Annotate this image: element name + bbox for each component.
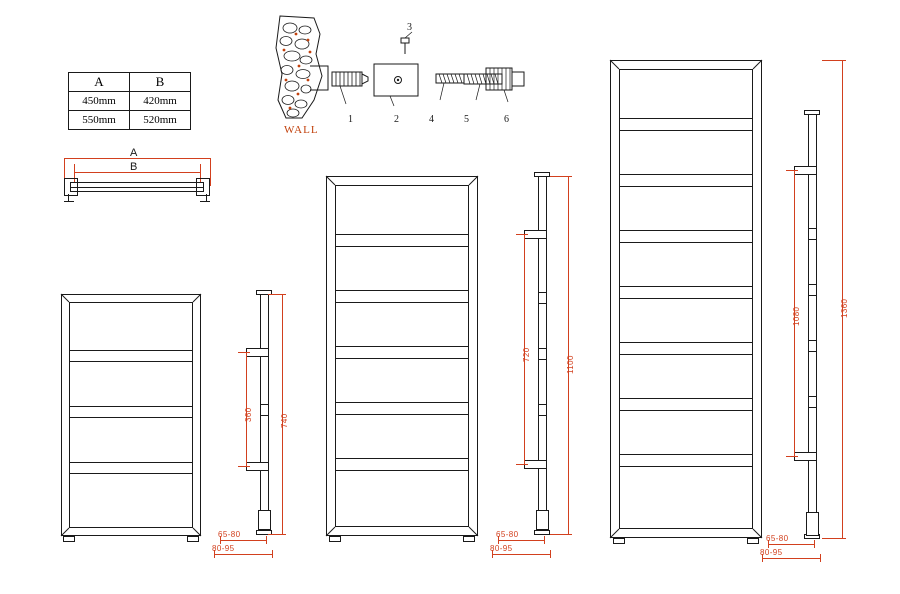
rung-connector bbox=[808, 396, 817, 408]
rung-connector bbox=[538, 404, 547, 416]
part-number: 6 bbox=[504, 114, 509, 125]
rail-rung bbox=[619, 118, 753, 131]
rung-connector bbox=[808, 228, 817, 240]
rail-rung bbox=[619, 398, 753, 411]
plan-foot-right bbox=[200, 201, 210, 202]
plan-end-left bbox=[64, 178, 78, 196]
plan-center-line bbox=[70, 187, 204, 188]
dim-1360-tick-bot bbox=[822, 538, 846, 539]
dim-360-tick-bot bbox=[238, 466, 250, 467]
side-top-cap bbox=[534, 172, 550, 177]
rail-rung bbox=[619, 342, 753, 355]
fixings-view bbox=[272, 14, 542, 144]
rail-rung bbox=[69, 350, 193, 362]
rail-rung bbox=[335, 346, 469, 359]
rung-connector bbox=[538, 292, 547, 304]
dim-740-tick-top bbox=[268, 294, 286, 295]
rung-connector bbox=[538, 348, 547, 360]
dim-a-label: A bbox=[130, 147, 138, 159]
rail-foot bbox=[613, 538, 625, 544]
dim-740-label: 740 bbox=[280, 413, 289, 428]
size-table bbox=[68, 72, 191, 130]
dim-720-label: 720 bbox=[522, 347, 531, 362]
plan-end-right bbox=[196, 178, 210, 196]
table-cell: 450mm bbox=[69, 92, 130, 111]
dim-8095-label: 80-95 bbox=[212, 544, 235, 553]
dim-8095-line bbox=[492, 554, 550, 555]
dim-1080-label: 1080 bbox=[792, 306, 801, 326]
dim-6580-label: 65-80 bbox=[218, 530, 241, 539]
rail-rung bbox=[335, 458, 469, 471]
dim-8095-line bbox=[762, 558, 820, 559]
wall-label: WALL bbox=[284, 124, 319, 136]
dim-a-ext-right bbox=[210, 158, 211, 186]
mid-side-view bbox=[490, 172, 606, 562]
rail-foot bbox=[63, 536, 75, 542]
dim-720-tick-bot bbox=[516, 464, 528, 465]
table-cell: 550mm bbox=[69, 111, 130, 130]
dim-6580-label: 65-80 bbox=[496, 530, 519, 539]
plan-foot-left bbox=[64, 201, 74, 202]
rung-connector bbox=[808, 340, 817, 352]
rail-foot bbox=[463, 536, 475, 542]
rail-rung bbox=[619, 454, 753, 467]
bottom-block bbox=[536, 510, 549, 530]
dim-6580-line bbox=[498, 540, 544, 541]
table-row bbox=[69, 111, 191, 130]
bottom-block bbox=[258, 510, 271, 530]
dim-1100-tick-top bbox=[550, 176, 572, 177]
side-top-cap bbox=[804, 110, 820, 115]
table-header-a: A bbox=[69, 73, 130, 92]
dim-1100-label: 1100 bbox=[566, 355, 575, 374]
rail-foot bbox=[329, 536, 341, 542]
tall-side-view bbox=[760, 56, 886, 566]
small-side-view bbox=[212, 290, 318, 560]
rail-rung bbox=[335, 234, 469, 247]
table-row bbox=[69, 92, 191, 111]
dim-6580-line bbox=[220, 540, 266, 541]
dim-8095-tick-r bbox=[272, 550, 273, 558]
tall-front-view bbox=[604, 56, 774, 552]
rail-foot bbox=[747, 538, 759, 544]
dim-1080-tick-bot bbox=[786, 456, 798, 457]
part-number: 5 bbox=[464, 114, 469, 125]
rail-rung bbox=[619, 230, 753, 243]
part-number: 3 bbox=[407, 22, 412, 33]
dim-8095-tick-r bbox=[550, 550, 551, 558]
rail-rung bbox=[335, 402, 469, 415]
dim-1360-label: 1360 bbox=[840, 298, 849, 318]
mid-front-view bbox=[320, 172, 490, 550]
rail-rung bbox=[69, 406, 193, 418]
rail-rung bbox=[335, 290, 469, 303]
dim-6580-tick-r bbox=[814, 540, 815, 548]
rail-rung bbox=[69, 462, 193, 474]
dim-1360-tick-top bbox=[822, 60, 846, 61]
dim-6580-line bbox=[768, 544, 814, 545]
dim-8095-label: 80-95 bbox=[490, 544, 513, 553]
table-header-b: B bbox=[130, 73, 191, 92]
dim-6580-tick-r bbox=[544, 536, 545, 544]
small-front-view bbox=[55, 290, 215, 550]
side-profile-body bbox=[808, 114, 817, 538]
dim-6580-tick-r bbox=[266, 536, 267, 544]
rail-rung bbox=[619, 174, 753, 187]
side-bottom-cap bbox=[534, 530, 550, 535]
dim-8095-label: 80-95 bbox=[760, 548, 783, 557]
dim-6580-label: 65-80 bbox=[766, 534, 789, 543]
dim-720-tick-top bbox=[516, 234, 528, 235]
table-cell: 420mm bbox=[130, 92, 191, 111]
dim-1080-tick-top bbox=[786, 170, 798, 171]
dim-8095-tick-r bbox=[820, 554, 821, 562]
part-number: 4 bbox=[429, 114, 434, 125]
rung-connector bbox=[260, 404, 269, 416]
dim-360-tick-top bbox=[238, 352, 250, 353]
rail-foot bbox=[187, 536, 199, 542]
dim-8095-line bbox=[214, 554, 272, 555]
part-number: 2 bbox=[394, 114, 399, 125]
part-number: 1 bbox=[348, 114, 353, 125]
rung-connector bbox=[808, 284, 817, 296]
dim-740-tick-bot bbox=[268, 534, 286, 535]
top-plan-view bbox=[60, 147, 220, 210]
dim-1100-tick-bot bbox=[550, 534, 572, 535]
rail-rung bbox=[619, 286, 753, 299]
dim-360-label: 360 bbox=[244, 407, 253, 422]
bottom-block bbox=[806, 512, 819, 536]
dim-b-label: B bbox=[130, 161, 138, 173]
table-cell: 520mm bbox=[130, 111, 191, 130]
